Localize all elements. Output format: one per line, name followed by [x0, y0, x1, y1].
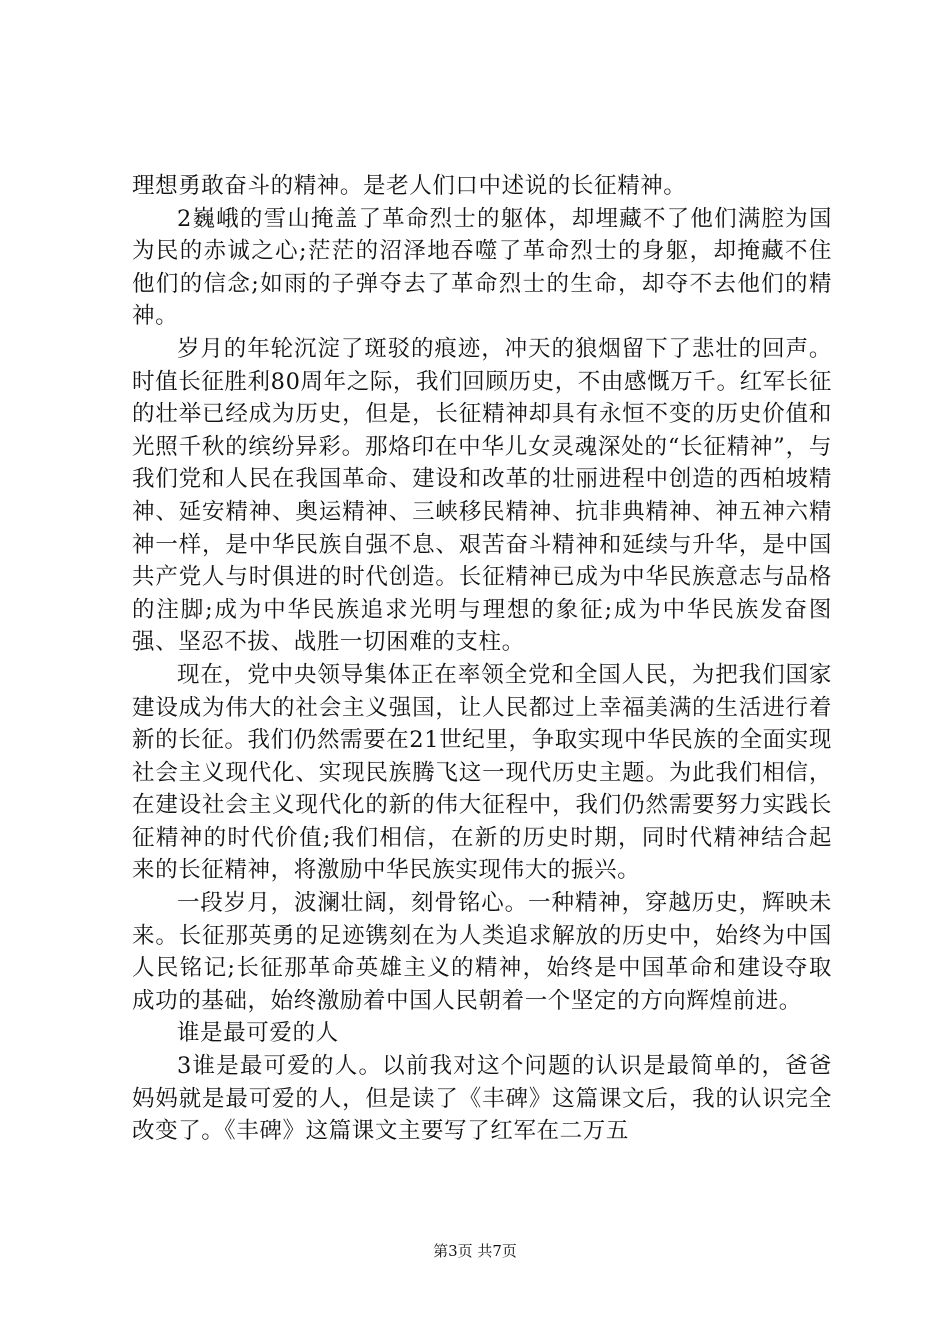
document-body: [132, 170, 832, 1148]
paragraph-snow-mountain: 2巍峨的雪山掩盖了革命烈士的躯体，却埋藏不了他们满腔为国为民的赤诚之心;茫茫的沼泽地吞噬了革命烈士的身躯，却掩藏不住他们的信念;如雨的子弹夺去了革命烈士的生命，却夺不去他们的精神。: [132, 205, 832, 330]
page-number-footer: 第3页 共7页: [433, 1242, 517, 1260]
paragraph-era: 一段岁月，波澜壮阔，刻骨铭心。一种精神，穿越历史，辉映未来。长征那英勇的足迹镌刻在为人类追求解放的历史中，始终为中国人民铭记;长征那革命英雄主义的精神，始终是中国革命和建设夺取成功的基础，始终激励着中国人民朝着一个坚定的方向辉煌前进。: [132, 890, 832, 1014]
paragraph-continuation: 理想勇敢奋斗的精神。是老人们口中述说的长征精神。: [132, 173, 687, 199]
paragraph-years: 岁月的年轮沉淀了斑驳的痕迹，冲天的狼烟留下了悲壮的回声。时值长征胜利80周年之际，我们回顾历史，不由感慨万千。红军长征的壮举已经成为历史，但是，长征精神却具有永恒不变的历史价值和光照千秋的缤纷异彩。那烙印在中华儿女灵魂深处的“长征精神”，与我们党和人民在我国革命、建设和改革的壮丽进程中创造的西柏坡精神、延安精神、奥运精神、三峡移民精神、抗非典精神、神五神六精神一样，是中华民族自强不息、艰苦奋斗精神和延续与升华，是中国共产党人与时俱进的时代创造。长征精神已成为中华民族意志与品格的注脚;成为中华民族追求光明与理想的象征;成为中华民族发奋图强、坚忍不拔、战胜一切困难的支柱。: [132, 335, 832, 656]
section-heading: 谁是最可爱的人: [177, 1020, 339, 1047]
paragraph-now: 现在，党中央领导集体正在率领全党和全国人民，为把我们国家建设成为伟大的社会主义强国，让人民都过上幸福美满的生活进行着新的长征。我们仍然需要在21世纪里，争取实现中华民族的全面实现社会主义现代化、实现民族腾飞这一现代历史主题。为此我们相信，在建设社会主义现代化的新的伟大征程中，我们仍然需要努力实践长征精神的时代价值;我们相信，在新的历史时期，同时代精神结合起来的长征精神，将激励中华民族实现伟大的振兴。: [132, 661, 832, 884]
paragraph-lovely-people: 3谁是最可爱的人。以前我对这个问题的认识是最简单的，爸爸妈妈就是最可爱的人，但是读了《丰碑》这篇课文后，我的认识完全改变了。《丰碑》这篇课文主要写了红军在二万五: [132, 1053, 832, 1145]
